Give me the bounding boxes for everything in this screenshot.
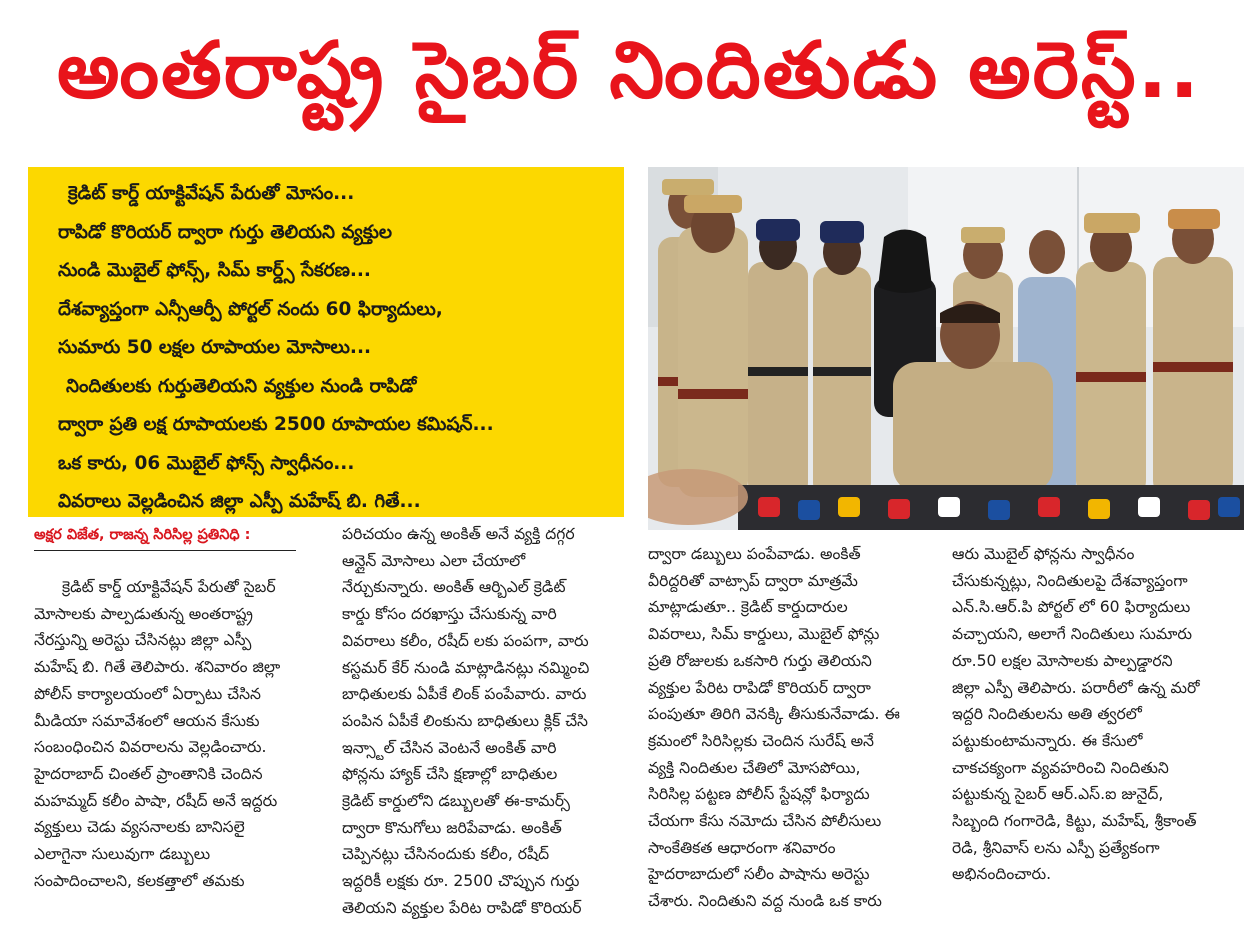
article-line: హైదరాబాదులో సలీం పాషాను అరెస్టు: [648, 865, 870, 884]
article-line: చెప్పినట్లు చేసినందుకు కలీం, రషీద్: [342, 845, 550, 864]
article-line: కార్డు కోసం దరఖాస్తు చేసుకున్న వారి: [342, 605, 557, 624]
article-line: తెలియని వ్యక్తుల పేరిట రాపిడో కొరియర్: [342, 898, 582, 917]
highlight-line: సుమారు 50 లక్షల రూపాయల మోసాలు...: [58, 337, 372, 358]
article-line: ఎన్.సి.ఆర్.పి పోర్టల్ లో 60 ఫిర్యాదులు: [952, 598, 1191, 617]
article-line: మీడియా సమావేశంలో ఆయన కేసుకు: [34, 711, 260, 730]
article-column-2: [342, 521, 634, 922]
article-line: వివరాలు కలీం, రషీద్ లకు పంపగా, వారు: [342, 631, 589, 650]
article-line: సంపాదించాలని, కలకత్తాలో తమకు: [34, 871, 245, 890]
article-line: ఎలాగైనా సులువుగా డబ్బులు: [34, 845, 211, 864]
article-line: సిబ్బంది గంగారెడి, కిట్టు, మహేష్, శ్రీకాంత్: [952, 812, 1197, 831]
article-line: సంబంధించిన వివరాలను వెల్లడించారు.: [34, 738, 267, 757]
article-line: జిల్లా ఎస్పీ తెలిపారు. పరారీలో ఉన్న మరో: [952, 678, 1200, 697]
highlight-line: రాపిడో కొరియర్ ద్వారా గుర్తు తెలియని వ్యక్తుల: [58, 221, 393, 243]
article-line: ప్రతి రోజులకు ఒకసారి గుర్తు తెలియని: [648, 651, 872, 670]
headline: అంతరాష్ట్ర సైబర్ నిందితుడు అరెస్ట్..: [57, 25, 1201, 116]
article-line: రెడి, శ్రీనివాస్ లను ఎస్పీ ప్రత్యేకంగా: [952, 838, 1160, 857]
article-line: వ్యక్తుల పేరిట రాపిడో కొరియర్ ద్వారా: [648, 678, 871, 697]
article-column-4: [952, 541, 1244, 888]
press-conference-photo: [648, 167, 1244, 530]
officer-figure-2: [678, 195, 748, 497]
article-line: చేశారు. నిందితుని వద్ద నుండి ఒక కారు: [648, 892, 882, 911]
article-line: హైదరాబాద్ చింతల్ ప్రాంతానికి చెందిన: [34, 764, 263, 783]
article-line: మోసాలకు పాల్పడుతున్న అంతరాష్ట్ర: [34, 604, 253, 623]
article-line: చేసుకున్నట్లు, నిందితులపై దేశవ్యాప్తంగా: [952, 571, 1188, 590]
article-line: ఇద్దరి నిందితులను అతి త్వరలో: [952, 705, 1142, 724]
media-microphones: [738, 485, 1244, 530]
highlight-line: వివరాలు వెల్లడించిన జిల్లా ఎస్పీ మహేష్ బి. గితే...: [58, 491, 421, 512]
article-line: కస్టమర్ కేర్ నుండి మాట్లాడినట్లు నమ్మించి: [342, 658, 590, 677]
highlight-box: [28, 167, 624, 517]
article-line: క్రమంలో సిరిసిల్లకు చెందిన సురేష్ అనే: [648, 731, 874, 750]
highlight-line: దేశవ్యాప్తంగా ఎన్సీఆర్పీ పోర్టల్ నందు 60 ఫిర్యాదులు,: [58, 298, 443, 320]
article-line: పంపిన ఏపీకే లింకును బాధితులు క్లిక్ చేసి: [342, 711, 588, 730]
article-line: వచ్చాయని, అలాగే నిందితులు సుమారు: [952, 625, 1192, 644]
article-line: పంపుతూ తిరిగి వెనక్కి తీసుకునేవాడు. ఈ: [648, 705, 900, 724]
article-line: వీరిద్దరితో వాట్సాప్ ద్వారా మాత్రమే: [648, 571, 858, 590]
highlight-line: ద్వారా ప్రతి లక్ష రూపాయలకు 2500 రూపాయల కమిషన్...: [58, 414, 494, 435]
article-line: క్రెడిట్ కార్డ్ యాక్టివేషన్ పేరుతో సైబర్: [62, 578, 276, 596]
article-column-1: [34, 574, 326, 894]
article-line: క్రెడిట్ కార్డులోని డబ్బులతో ఈ-కామర్స్: [342, 792, 570, 811]
highlight-line: క్రెడిట్ కార్డ్ యాక్టివేషన్ పేరుతో మోసం...: [68, 183, 355, 204]
article-line: బాధితులకు ఏపీకే లింక్ పంపేవారు. వారు: [342, 685, 587, 704]
article-line: పోలీస్ కార్యాలయంలో ఏర్పాటు చేసిన: [34, 684, 261, 703]
highlight-line: ఒక కారు, 06 మొబైల్ ఫోన్స్ స్వాధీనం...: [58, 452, 355, 474]
byline: అక్షర విజేత, రాజన్న సిరిసిల్ల ప్రతినిధి :: [34, 524, 296, 551]
article-line: పరిచయం ఉన్న అంకిత్ అనే వ్యక్తి దగ్గర: [342, 525, 575, 543]
article-line: మాట్లాడుతూ.. క్రెడిట్ కార్డుదారుల: [648, 598, 848, 617]
highlight-line: నిందితులకు గుర్తుతెలియని వ్యక్తుల నుండి రాపిడో: [66, 375, 417, 397]
article-line: ఇన్స్టాల్ చేసిన వెంటనే అంకిత్ వారి: [342, 738, 557, 757]
article-line: సిరిసిల్ల పట్టణ పోలీస్ స్టేషన్లో ఫిర్యాదు: [648, 785, 870, 804]
article-line: పట్టుకుంటామన్నారు. ఈ కేసులో: [952, 731, 1143, 750]
article-line: రూ.50 లక్షల మోసాలకు పాల్పడ్డారని: [952, 651, 1173, 670]
article-line: ఆరు మొబైల్ ఫోన్లను స్వాధీనం: [952, 545, 1135, 563]
article-line: ద్వారా కొనుగోలు జరిపేవాడు. అంకిత్: [342, 818, 562, 837]
article-line: పట్టుకున్న సైబర్ ఆర్.ఎస్.ఐ జునైద్,: [952, 785, 1164, 804]
article-line: వ్యక్తి నిందితుల చేతిలో మోసపోయి,: [648, 758, 861, 777]
article-line: ద్వారా డబ్బులు పంపేవాడు. అంకిత్: [648, 545, 861, 563]
article-line: వ్యక్తులు చెడు వ్యసనాలకు బానిసలై: [34, 818, 245, 837]
article-line: మహేష్ బి. గితే తెలిపారు. శనివారం జిల్లా: [34, 658, 281, 677]
article-line: సాంకేతికత ఆధారంగా శనివారం: [648, 838, 836, 857]
article-line: అభినందించారు.: [952, 865, 1052, 884]
article-line: ఆన్లైన్ మోసాలు ఎలా చేయాలో: [342, 551, 526, 570]
article-line: నేర్చుకున్నారు. అంకిత్ ఆర్బిఎల్ క్రెడిట్: [342, 578, 566, 597]
photo-illustration: [648, 167, 1244, 530]
article-line: మహమ్మద్ కలీం పాషా, రషీద్ అనే ఇద్దరు: [34, 791, 278, 810]
article-line: ఫోన్లను హ్యాక్ చేసి క్షణాల్లో బాధితుల: [342, 765, 558, 784]
article-line: చాకచక్యంగా వ్యవహరించి నిందితుని: [952, 758, 1169, 777]
article-line: ఇద్దరికీ లక్షకు రూ. 2500 చొప్పున గుర్తు: [342, 872, 580, 891]
article-line: నేరస్తున్ని అరెస్టు చేసినట్లు జిల్లా ఎస్పీ: [34, 631, 252, 650]
article-line: చేయగా కేసు నమోదు చేసిన పోలీసులు: [648, 812, 882, 831]
highlight-line: నుండి మొబైల్ ఫోన్స్, సిమ్ కార్డ్స్ సేకరణ...: [58, 260, 371, 281]
article-line: వివరాలు, సిమ్ కార్డులు, మొబైల్ ఫోన్లు: [648, 625, 880, 644]
article-column-3: [648, 541, 940, 915]
